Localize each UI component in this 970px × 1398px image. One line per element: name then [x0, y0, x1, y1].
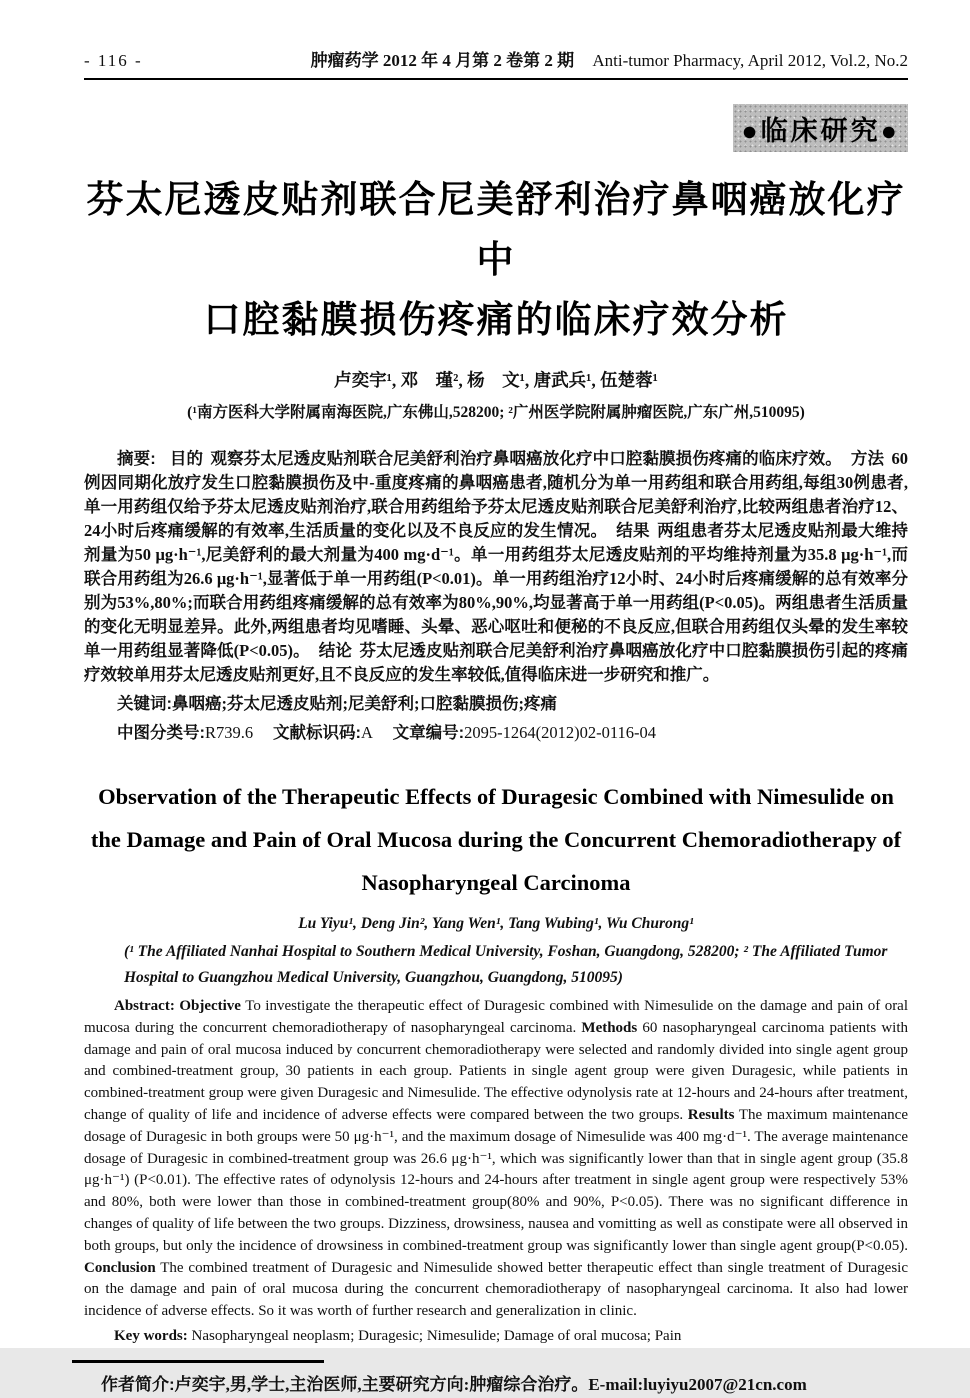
article-title-cn-line1: 芬太尼透皮贴剂联合尼美舒利治疗鼻咽癌放化疗中 [86, 179, 906, 280]
results-label-cn: 结果 [616, 522, 650, 540]
results-text-cn: 两组患者芬太尼透皮贴剂最大维持剂量为50 μg·h⁻¹,尼美舒利的最大剂量为400 mg·d⁻¹。单一用药组芬太尼透皮贴剂的平均维持剂量为35.8 μg·h⁻¹,而联合用药组为26.6 μg·h⁻¹,显著低于单一用药组(P<0.01)。单一用药组治疗12小时、24小时后疼痛缓解的总有效率分别为53%,80%;而联合用药组疼痛缓解的总有效率为80%,90%,均显著高于单一用药组(P<0.05)。两组患者生活质量的变化无明显差异。此外,两组患者均见嗜睡、头晕、恶心呕吐和便秘的不良反应,但联合用药组仅头晕的发生率较单一用药组显著降低(P<0.05)。 [84, 521, 909, 660]
results-label-en: Results [687, 1106, 735, 1123]
objective-label-cn: 目的 [169, 450, 204, 468]
doc-code: A [360, 723, 373, 742]
section-badge: ●临床研究● [733, 104, 908, 152]
methods-label-cn: 方法 [850, 450, 885, 468]
abstract-cn-heading: 摘要: [117, 450, 156, 468]
keywords-en-label: Key words: [114, 1327, 188, 1344]
abstract-en [84, 996, 908, 1323]
authors-cn: 卢奕宇¹, 邓 瑾², 杨 文¹, 唐武兵¹, 伍楚蓉¹ [334, 370, 658, 390]
author-bio-label: 作者简介: [101, 1374, 175, 1394]
clc-label: 中图分类号: [117, 724, 205, 742]
footnote-rule [72, 1360, 324, 1363]
article-title-en-line2: the Damage and Pain of Oral Mucosa during the Concurrent Chemoradiotherapy of [90, 827, 902, 852]
conclusion-label-en: Conclusion [84, 1259, 156, 1276]
article-title-cn [84, 170, 908, 350]
methods-label-en: Methods [581, 1019, 638, 1036]
affiliation-cn: (¹南方医科大学附属南海医院,广东佛山,528200; ²广州医学院附属肿瘤医院,广东广州,510095) [187, 404, 805, 421]
authors-en: Lu Yiyu¹, Deng Jin², Yang Wen¹, Tang Wubing¹, Wu Churong¹ [298, 915, 694, 932]
header-rule [84, 78, 908, 80]
conclusion-text-en: The combined treatment of Duragesic and Nimesulide showed better therapeutic effect than single treatment of Duragesic on the damage and pain of oral mucosa during the concurrent chemoradiotherapy of nasopharyngeal carcinoma. It also had lower incidence of adverse effects. So it was worth of further research and generalization in clinic. [84, 1259, 908, 1320]
objective-label-en: Objective [179, 998, 241, 1014]
page-number: - 116 - [84, 51, 143, 70]
conclusion-text-cn: 芬太尼透皮贴剂联合尼美舒利治疗鼻咽癌放化疗中口腔黏膜损伤引起的疼痛疗效较单用芬太尼透皮贴剂更好,且不良反应的发生率较低,值得临床进一步研究和推广。 [84, 641, 909, 684]
article-title-en-line1: Observation of the Therapeutic Effects of Duragesic Combined with Nimesulide on [98, 784, 894, 809]
article-title-en [84, 775, 908, 904]
article-title-cn-line2: 口腔黏膜损伤疼痛的临床疗效分析 [203, 299, 789, 340]
results-text-en: The maximum maintenance dosage of Duragesic in both groups were 50 μg·h⁻¹, and the maximum dosage of Nimesulide was 400 mg·d⁻¹. The average maintenance dosage of Duragesic in combined-treatment group was 26.6 μg·h⁻¹, which was significantly lower than that in single agent group (35.8 μg·h⁻¹) (P<0.01). The effective rates of odynolysis 12-hours and 24-hours after treatment in single agent group were respectively 53% and 80%, both were lower than those in combined-treatment group(80% and 90%, P<0.05). There was no significant difference in changes of quality of life between the two groups. Dizziness, drowsiness, nausea and vomitting as well as constipate were all observed in both groups, but only the incidence of drowsiness in combined-treatment group was significantly lower than single agent group(P<0.05). [84, 1106, 909, 1254]
abstract-cn [84, 447, 908, 687]
page-header [84, 46, 908, 71]
badge-row [84, 104, 908, 150]
keywords-cn-text: 鼻咽癌;芬太尼透皮贴剂;尼美舒利;口腔黏膜损伤;疼痛 [172, 694, 557, 713]
journal-title-en: Anti-tumor Pharmacy, April 2012, Vol.2, No.2 [592, 51, 908, 70]
doc-code-label: 文献标识码: [272, 724, 361, 742]
objective-text-cn: 观察芬太尼透皮贴剂联合尼美舒利治疗鼻咽癌放化疗中口腔黏膜损伤疼痛的临床疗效。 [210, 449, 842, 468]
objective-text-en: To investigate the therapeutic effect of Duragesic combined with Nimesulide on the damage and pain of oral mucosa during the concurrent chemoradiotherapy of nasopharyngeal carcinoma. [84, 998, 909, 1036]
methods-text-en: 60 nasopharyngeal carcinoma patients with damage and pain of oral mucosa induced by concurrent chemoradiotherapy were selected and randomly divided into single agent group and combined-treatment group, 30 patients in each group. Patients in single agent group were given Duragesic, while patients in combined-treatment group were given Duragesic and Nimesulide. The effective odynolysis rate at 12-hours and 24-hours after treatment, change of quality of life and incidence of adverse effects were compared between the two groups. [84, 1019, 909, 1123]
keywords-cn-label: 关键词: [117, 695, 172, 713]
classification-line [84, 719, 908, 747]
article-title-en-line3: Nasopharyngeal Carcinoma [361, 870, 631, 895]
methods-text-cn: 60例因同期化放疗发生口腔黏膜损伤及中-重度疼痛的鼻咽癌患者,随机分为单一用药组和联合用药组,每组30例患者,单一用药组仅给予芬太尼透皮贴剂治疗,联合用药组给予芬太尼透皮贴剂联合尼美舒利治疗,比较两组患者治疗12、24小时后疼痛缓解的有效率,生活质量的变化以及不良反应的发生情况。 [84, 449, 909, 540]
keywords-en-text: Nasopharyngeal neoplasm; Duragesic; Nimesulide; Damage of oral mucosa; Pain [191, 1327, 682, 1344]
journal-title-cn: 肿瘤药学 2012 年 4 月第 2 卷第 2 期 [310, 51, 575, 70]
keywords-cn [84, 691, 908, 717]
author-bio [84, 1372, 908, 1398]
article-no-label: 文章编号: [392, 724, 465, 742]
author-bio-text: 卢奕宇,男,学士,主治医师,主要研究方向:肿瘤综合治疗。E-mail:luyiyu2007@21cn.com [174, 1374, 807, 1394]
article-no: 2095-1264(2012)02-0116-04 [464, 723, 657, 742]
clc-number: R739.6 [205, 723, 254, 742]
affiliation-en: (¹ The Affiliated Nanhai Hospital to Southern Medical University, Foshan, Guangdong, 528200; ² The Affiliated Tumor Hospital to Guangzhou Medical University, Guangzhou, Guangdong, 510095) [124, 943, 888, 986]
journal-info [311, 46, 908, 71]
conclusion-label-cn: 结论 [318, 642, 353, 660]
keywords-en [84, 1325, 908, 1347]
abstract-en-heading: Abstract: [114, 998, 175, 1014]
